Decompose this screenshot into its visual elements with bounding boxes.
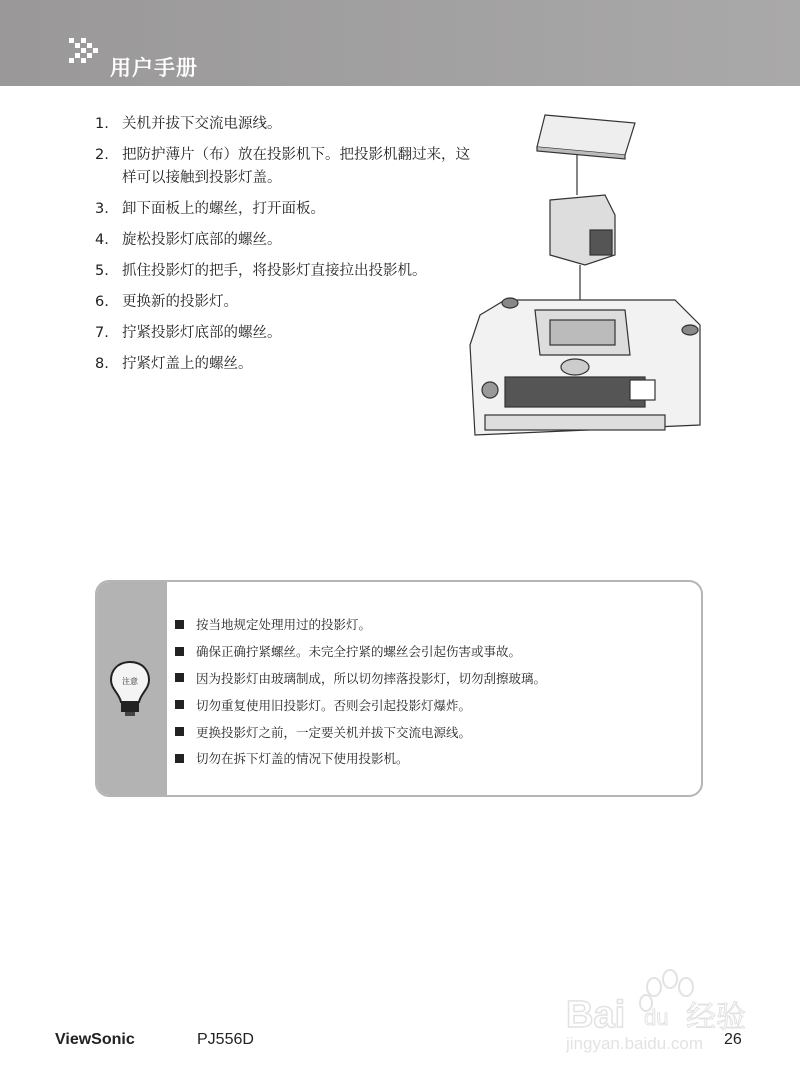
step-number: 8. <box>95 356 109 372</box>
footer-brand: ViewSonic <box>55 1031 135 1048</box>
bullet-square-icon <box>175 647 184 656</box>
step-text: 拧紧投影灯底部的螺丝。 <box>122 325 282 341</box>
step-text: 卸下面板上的螺丝，打开面板。 <box>122 201 325 217</box>
step-item <box>95 353 475 376</box>
page-header <box>0 0 800 86</box>
step-item <box>95 229 475 252</box>
step-number: 6. <box>95 294 109 310</box>
step-item <box>95 322 475 345</box>
caution-item <box>175 638 546 665</box>
bullet-square-icon <box>175 673 184 682</box>
caution-text: 确保正确拧紧螺丝。未完全拧紧的螺丝会引起伤害或事故。 <box>196 644 522 660</box>
caution-text: 按当地规定处理用过的投影灯。 <box>196 617 372 633</box>
projector-lamp-illustration <box>465 105 710 450</box>
step-text: 把防护薄片（布）放在投影机下。把投影机翻过来，这样可以接触到投影灯盖。 <box>122 147 470 186</box>
svg-text:jingyan.baidu.com: jingyan.baidu.com <box>566 1034 704 1053</box>
caution-item <box>175 691 546 718</box>
step-text: 更换新的投影灯。 <box>122 294 238 310</box>
step-item <box>95 198 475 221</box>
step-number: 7. <box>95 325 109 341</box>
bullet-square-icon <box>175 727 184 736</box>
caution-item <box>175 611 546 638</box>
step-number: 3. <box>95 201 109 217</box>
step-number: 5. <box>95 263 109 279</box>
lightbulb-caution-icon <box>109 660 151 718</box>
step-item <box>95 291 475 314</box>
step-text: 抓住投影灯的把手，将投影灯直接拉出投影机。 <box>122 263 427 279</box>
step-number: 4. <box>95 232 109 248</box>
step-number: 2. <box>95 147 109 163</box>
page-number: 26 <box>724 1031 742 1048</box>
svg-text:du: du <box>644 1005 669 1030</box>
caution-item <box>175 745 546 772</box>
caution-label: 注意 <box>122 677 138 686</box>
step-text: 旋松投影灯底部的螺丝。 <box>122 232 282 248</box>
step-item <box>95 144 475 190</box>
step-item <box>95 260 475 283</box>
caution-list <box>175 611 546 772</box>
step-item <box>95 113 475 136</box>
svg-text:Bai: Bai <box>566 994 626 1036</box>
step-text: 拧紧灯盖上的螺丝。 <box>122 356 253 372</box>
svg-text:经验: 经验 <box>686 1000 746 1035</box>
bullet-square-icon <box>175 620 184 629</box>
caution-text: 因为投影灯由玻璃制成，所以切勿摔落投影灯，切勿刮擦玻璃。 <box>196 670 547 686</box>
bullet-square-icon <box>175 754 184 763</box>
caution-text: 更换投影灯之前，一定要关机并拔下交流电源线。 <box>196 724 472 740</box>
caution-item <box>175 665 546 692</box>
page-title: 用户手册 <box>110 56 198 80</box>
step-number: 1. <box>95 116 109 132</box>
double-chevron-icon <box>66 36 102 72</box>
step-text: 关机并拔下交流电源线。 <box>122 116 282 132</box>
steps-list <box>95 113 475 384</box>
caution-item <box>175 718 546 745</box>
caution-text: 切勿在拆下灯盖的情况下使用投影机。 <box>196 751 409 767</box>
caution-box <box>95 580 703 797</box>
footer-model: PJ556D <box>197 1031 254 1048</box>
caution-text: 切勿重复使用旧投影灯。否则会引起投影灯爆炸。 <box>196 697 472 713</box>
bullet-square-icon <box>175 700 184 709</box>
